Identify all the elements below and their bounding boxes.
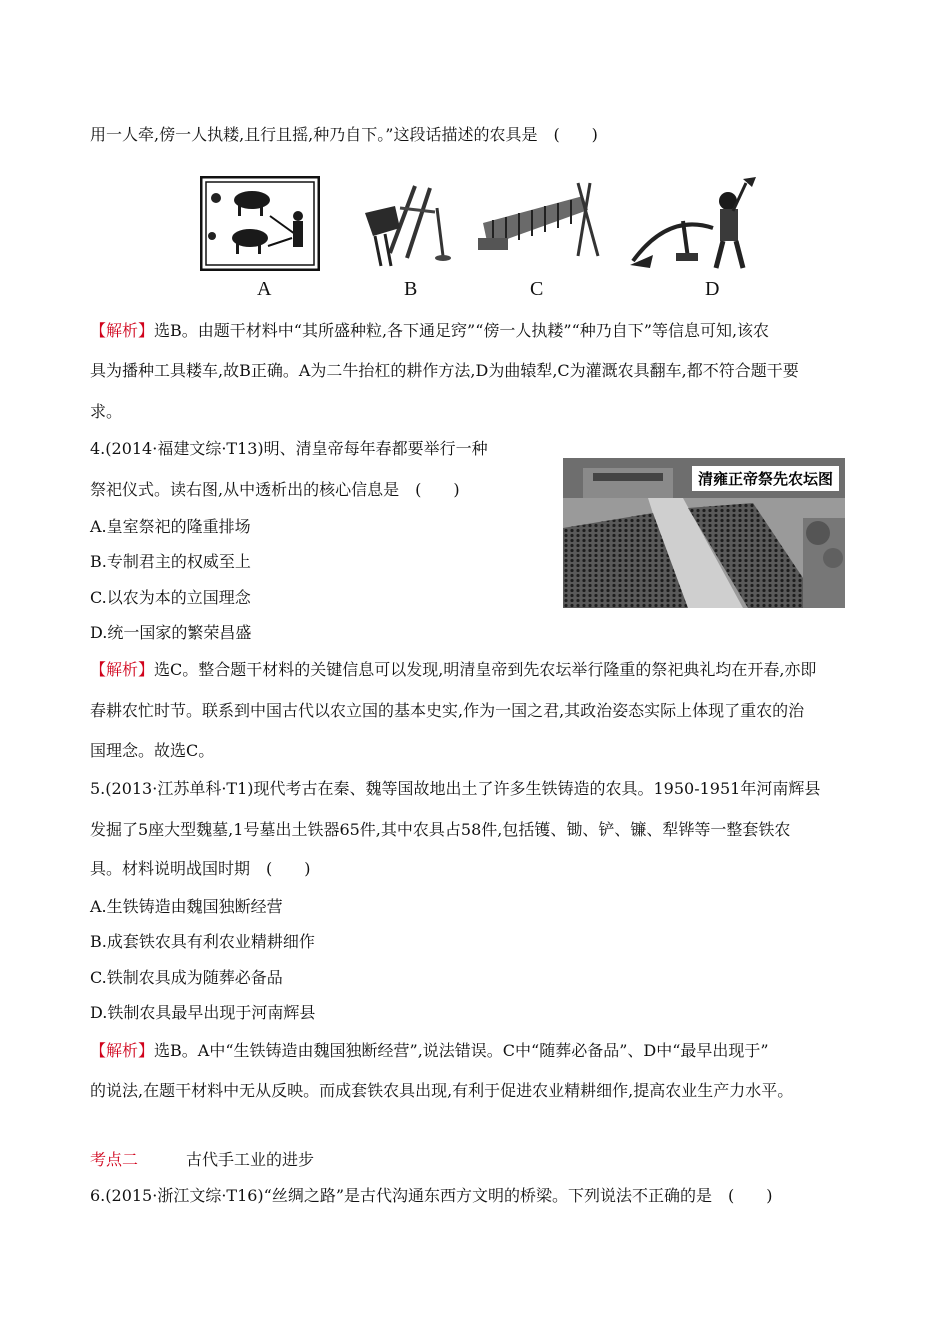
q5-option-c: C.铁制农具成为随葬必备品: [90, 968, 283, 987]
q4-option-c: C.以农为本的立国理念: [90, 588, 251, 607]
analysis-tag: 【解析】: [90, 321, 155, 340]
ceremony-image: [563, 458, 845, 608]
question-3-stem-tail: 用一人牵,傍一人执耧,且行且摇,种乃自下。”这段话描述的农具是 ( ): [90, 125, 598, 144]
q4-option-b: B.专制君主的权威至上: [90, 552, 251, 571]
q3-analysis-line-3: 求。: [90, 402, 123, 421]
q3-analysis-line-1: 【解析】选B。由题干材料中“其所盛种粒,各下通足窍”“傍一人执耧”“种乃自下”等信息可知,该农: [90, 321, 770, 340]
ceremony-image-caption: 清雍正帝祭先农坛图: [692, 466, 839, 491]
option-c-image: [478, 178, 603, 268]
q4-option-d: D.统一国家的繁荣昌盛: [90, 623, 252, 642]
q6-stem: 6.(2015·浙江文综·T16)“丝绸之路”是古代沟通东西方文明的桥梁。下列说法不正确的是 ( ): [90, 1186, 773, 1205]
q4-option-a: A.皇室祭祀的隆重排场: [90, 517, 251, 536]
q5-stem-line-3: 具。材料说明战国时期 ( ): [90, 859, 311, 878]
q3-analysis-line-2: 具为播种工具耧车,故B正确。A为二牛抬杠的耕作方法,D为曲辕犁,C为灌溉农具翻车,都不符合题干要: [90, 361, 799, 380]
q5-stem-line-1: 5.(2013·江苏单科·T1)现代考古在秦、魏等国故地出土了许多生铁铸造的农具。1950-1951年河南辉县: [90, 779, 821, 798]
section-title: 古代手工业的进步: [186, 1150, 315, 1169]
option-a-label: A: [257, 278, 272, 300]
analysis-tag: 【解析】: [90, 660, 155, 679]
option-d-label: D: [705, 278, 720, 300]
q5-stem-line-2: 发掘了5座大型魏墓,1号墓出土铁器65件,其中农具占58件,包括镬、锄、铲、镰、犁铧等一整套铁农: [90, 820, 791, 839]
q5-option-b: B.成套铁农具有利农业精耕细作: [90, 932, 315, 951]
section-tag: 考点二: [90, 1150, 139, 1169]
option-b-label: B: [404, 278, 418, 300]
q5-option-d: D.铁制农具最早出现于河南辉县: [90, 1003, 316, 1022]
q4-analysis-line-3: 国理念。故选C。: [90, 741, 215, 760]
option-c-label: C: [530, 278, 544, 300]
q5-option-a: A.生铁铸造由魏国独断经营: [90, 897, 283, 916]
option-d-image: [628, 173, 758, 273]
q5-analysis-line-1: 【解析】选B。A中“生铁铸造由魏国独断经营”,说法错误。C中“随葬必备品”、D中“最早出现于”: [90, 1041, 769, 1060]
q4-stem-line-2: 祭祀仪式。读右图,从中透析出的核心信息是 ( ): [90, 480, 460, 499]
option-a-image: [200, 176, 320, 271]
analysis-tag: 【解析】: [90, 1041, 155, 1060]
q5-analysis-line-2: 的说法,在题干材料中无从反映。而成套铁农具出现,有利于促进农业精耕细作,提高农业生产力水平。: [90, 1081, 794, 1100]
q4-stem-line-1: 4.(2014·福建文综·T13)明、清皇帝每年春都要举行一种: [90, 439, 488, 458]
option-b-image: [355, 178, 460, 273]
q4-analysis-line-1: 【解析】选C。整合题干材料的关键信息可以发现,明清皇帝到先农坛举行隆重的祭祀典礼均在开春,亦即: [90, 660, 817, 679]
section-heading: [90, 1149, 314, 1171]
q4-analysis-line-2: 春耕农忙时节。联系到中国古代以农立国的基本史实,作为一国之君,其政治姿态实际上体现了重农的治: [90, 701, 805, 720]
